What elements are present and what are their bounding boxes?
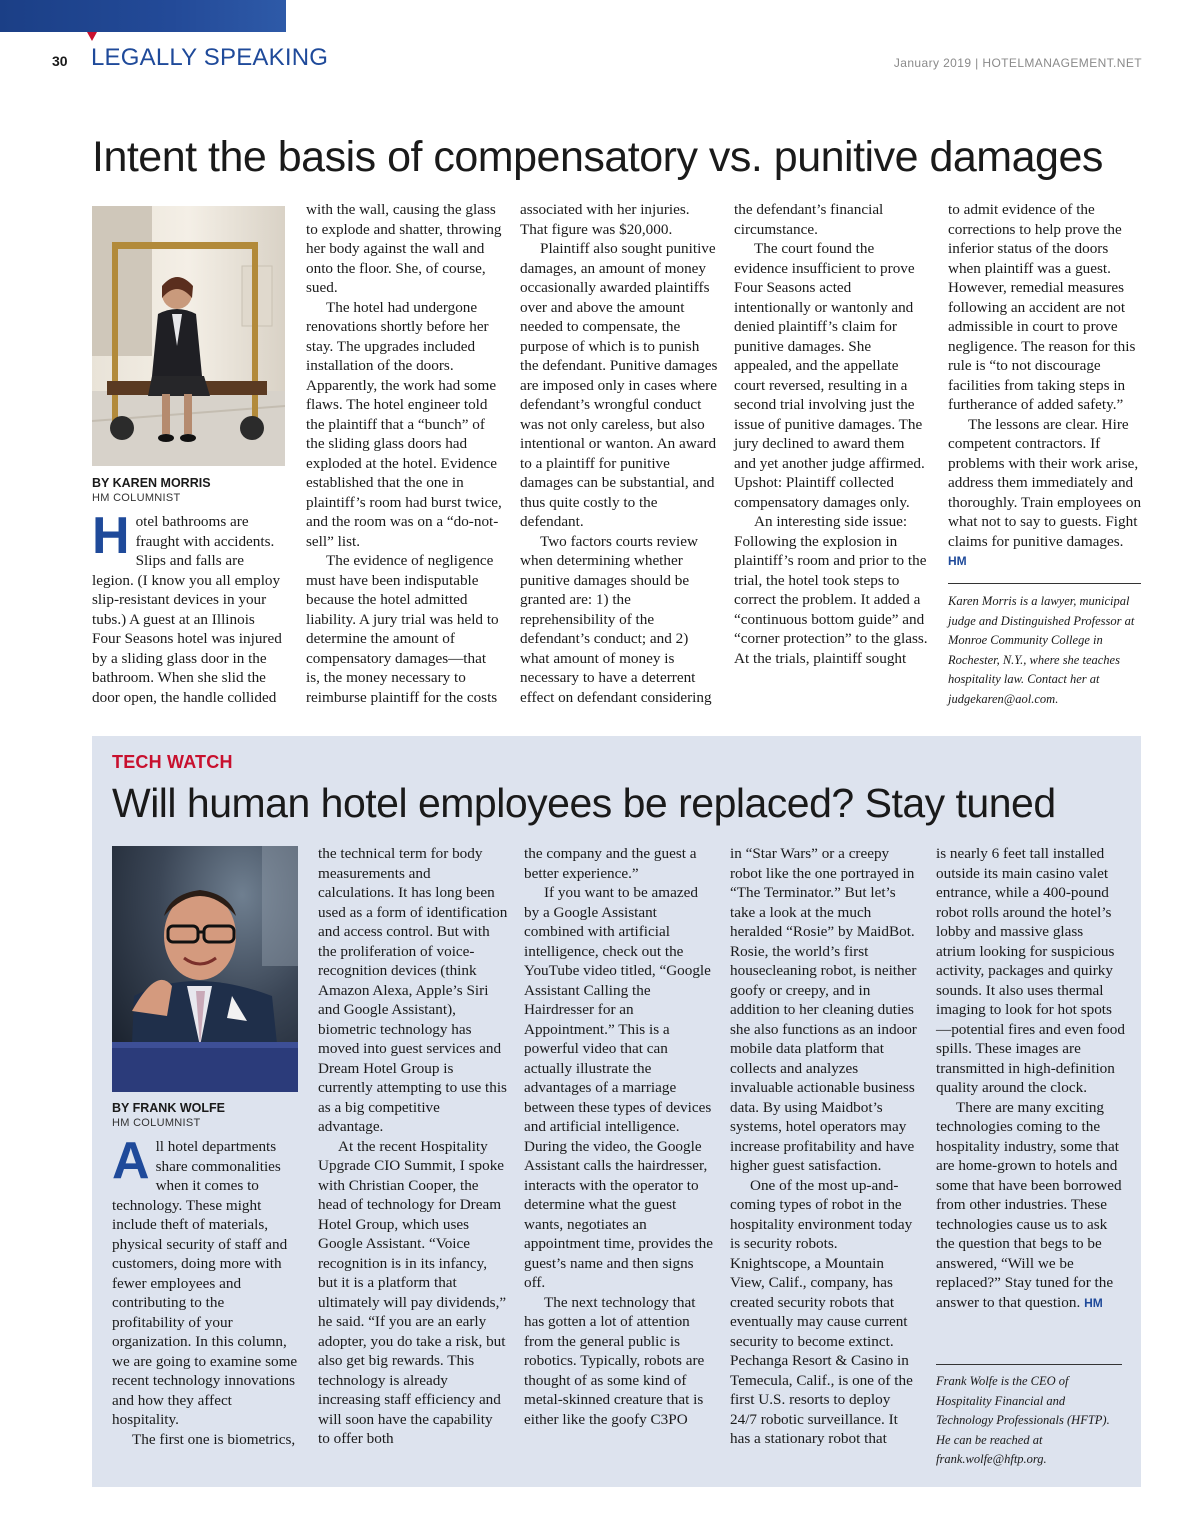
article2-paragraph: The first one is biometrics, — [132, 1430, 296, 1448]
issue-date-site: January 2019 | HOTELMANAGEMENT.NET — [893, 56, 1142, 70]
article1-paragraph: Plaintiff also sought punitive damages, an amount of money occasionally awarded plaintiffs over and above the amount needed to compensate, the purpose of which is to punish the defendant. Punitive damages are imposed only in cases where defendant’s wrongful conduct was not only careless, but also intentional or wanton. An award to a plaintiff for punitive damages can be substantial, and thus quite costly to the defendant. — [520, 240, 718, 530]
article2-paragraph: There are many exciting technologies coming to the hospitality industry, some that are home-grown to hotels and some that have been borrowed from other industries. These technologies cause us to ask the question that begs to be answered, “Will we be replaced?” Stay tuned for the answer to that question. — [936, 1098, 1122, 1311]
article2-dropcap: A — [112, 1132, 150, 1190]
section-title: LEGALLY SPEAKING — [91, 44, 329, 71]
article2-paragraph: in “Star Wars” or a creepy robot like the one portrayed in “The Terminator.” But let’s take a look at the much heralded “Rosie” by MaidBot. Rosie, the world’s first housecleaning robot, is neither goofy or creepy, and in addition to her cleaning duties she also functions as an indoor mobile data platform that collects and analyzes invaluable actionable business data. By using Maidbot’s systems, hotel operators may increase profitability and have higher guest satisfaction. — [730, 845, 917, 1174]
article2-column-4 — [730, 844, 920, 1449]
article1-paragraph: Two factors courts review when determining whether punitive damages should be granted are: 1) the reprehensibility of the defendant’s conduct; and 2) what amount of money is necessary to have a deterrent effect on defendant considering — [520, 532, 712, 706]
article1-headline: Intent the basis of compensatory vs. punitive damages — [92, 133, 1103, 181]
karen-morris-photo — [92, 206, 285, 466]
article1-column-2 — [306, 200, 502, 707]
article1-dropcap: H — [92, 507, 130, 565]
article1-column-4 — [734, 200, 929, 668]
article2-paragraph: is nearly 6 feet tall installed outside its main casino valet entrance, while a 400-pound robot rolls around the hotel’s lobby and massive glass atrium looking for suspicious activity, packages and quirky sounds. It also uses thermal imaging to look for hot spots—potential fires and even food spills. These images are transmitted in high-definition quality around the clock. — [936, 845, 1125, 1096]
article1-column-5 — [948, 200, 1144, 572]
article2-author-role: HM COLUMNIST — [112, 1117, 201, 1129]
article2-headline: Will human hotel employees be replaced? Stay tuned — [112, 780, 1056, 826]
article1-bio-rule — [948, 583, 1141, 584]
header-color-bar — [0, 0, 286, 32]
header-red-notch — [87, 32, 97, 41]
article1-column-1 — [92, 507, 286, 707]
article2-end-mark: HM — [1084, 1295, 1103, 1310]
article1-paragraph: associated with her injuries. That figure was $20,000. — [520, 201, 690, 238]
article1-paragraph: The hotel had undergone renovations shortly before her stay. The upgrades included installation of the doors. Apparently, the work had some flaws. The hotel engineer told the plaintiff that a “bunch” of the sliding glass doors had exploded at the hotel. Evidence established that the one in plaintiff’s room had burst twice, and the room was on a “do-not-sell” list. — [306, 298, 502, 550]
tech-watch-label: TECH WATCH — [112, 752, 233, 772]
article2-author-bio: Frank Wolfe is the CEO of Hospitality Financial and Technology Professionals (HFTP). He can be reached at frank.wolfe@hftp.org. — [936, 1374, 1110, 1466]
article1-author-bio: Karen Morris is a lawyer, municipal judge and Distinguished Professor at Monroe Community College in Rochester, N.Y., where she teaches hospitality law. Contact her at judgekaren@aol.com. — [948, 594, 1135, 706]
article1-paragraph: The evidence of negligence must have been indisputable because the hotel admitted liability. A jury trial was held to determine the amount of compensatory damages—that is, the money necessary to reimburse plaintiff for the costs — [306, 552, 499, 706]
article1-byline: BY KAREN MORRIS — [92, 476, 211, 490]
article1-paragraph: The lessons are clear. Hire competent contractors. If problems with their work arise, address them immediately and thoroughly. Train employees on what not to say to guests. Fight claims for punitive damages. — [948, 415, 1142, 550]
article2-paragraph: At the recent Hospitality Upgrade CIO Summit, I spoke with Christian Cooper, the head of technology for Dream Hotel Group, which uses Google Assistant. “Voice recognition is in its infancy, but it is a platform that ultimately will pay dividends,” he said. “If you are an early adopter, you do take a risk, but also get big rewards. This technology is already increasing staff efficiency and will soon have the capability to offer both — [318, 1137, 507, 1447]
article2-column-3 — [524, 844, 714, 1429]
article1-paragraph: An interesting side issue: Following the explosion in plaintiff’s room and prior to the trial, the hotel took steps to correct the problem. It added a “continuous bottom guide” and “corner protection” to the glass. At the trials, plaintiff sought — [734, 513, 928, 667]
article2-byline: BY FRANK WOLFE — [112, 1101, 225, 1115]
article1-paragraph: otel bathrooms are fraught with accidents. Slips and falls are legion. (I know you all employ slip-resistant devices in your tubs.) A guest at an Illinois Four Seasons hotel was injured by a sliding glass door in the bathroom. When she slid the door open, the handle collided — [92, 513, 282, 706]
article1-paragraph: to admit evidence of the corrections to help prove the inferior status of the doors when plaintiff was a guest. However, remedial measures following an accident are not admissible in court to prove negligence. The reason for this rule is “to not discourage facilities from taking steps in furtherance of added safety.” — [948, 201, 1136, 413]
article2-paragraph: the company and the guest a better experience.” — [524, 845, 697, 882]
article2-bio-rule — [936, 1364, 1122, 1365]
article1-author-role: HM COLUMNIST — [92, 492, 181, 504]
article1-paragraph: The court found the evidence insufficient to prove Four Seasons acted intentionally or wantonly and denied plaintiff’s claim for punitive damages. She appealed, and the appellate court reversed, resulting in a second trial involving just the issue of punitive damages. The jury declined to award them and yet another judge affirmed. Upshot: Plaintiff collected compensatory damages only. — [734, 240, 925, 511]
frank-wolfe-photo — [112, 846, 298, 1092]
article1-paragraph: the defendant’s financial circumstance. — [734, 201, 884, 238]
page-number: 30 — [52, 53, 68, 69]
article2-column-5 — [936, 844, 1126, 1313]
article2-column-2 — [318, 844, 508, 1449]
article2-paragraph: If you want to be amazed by a Google Assistant combined with artificial intelligence, check out the YouTube video titled, “Google Assistant Calling the Hairdresser for an Appointment.” This is a powerful video that can actually illustrate the advantages of a marriage between these types of devices and artificial intelligence. During the video, the Google Assistant calls the hairdresser, interacts with the operator to determine what the guest wants, negotiates an appointment time, provides the guest’s name and then signs off. — [524, 884, 713, 1291]
article2-paragraph: ll hotel departments share commonalities when it comes to technology. These might include theft of materials, physical security of staff and customers, doing more with fewer employees and contributing to the profitability of your organization. In this column, we are going to examine some recent technology innovations and how they affect hospitality. — [112, 1138, 298, 1428]
article2-paragraph: the technical term for body measurements and calculations. It has long been used as a form of identification and access control. But with the proliferation of voice-recognition devices (think Amazon Alexa, Apple’s Siri and Google Assistant), biometric technology has moved into guest services and Dream Hotel Group is currently attempting to use this as a big competitive advantage. — [318, 845, 508, 1135]
article2-paragraph: The next technology that has gotten a lot of attention from the general public is robotics. Typically, robots are thought of as some kind of metal-skinned creature that is either like the goofy C3PO — [524, 1293, 705, 1428]
article1-column-3 — [520, 200, 718, 707]
article1-end-mark: HM — [948, 554, 967, 568]
article1-paragraph: with the wall, causing the glass to explode and shatter, throwing her body against the wall and onto the floor. She, of course, sued. — [306, 201, 502, 296]
article2-paragraph: One of the most up-and-coming types of robot in the hospitality environment today is security robots. Knightscope, a Mountain View, Calif., company, has created security robots that eventually may cause current security to become extinct. Pechanga Resort & Casino in Temecula, Calif., is one of the first U.S. resorts to deploy 24/7 robotic surveillance. It has a stationary robot that — [730, 1176, 913, 1447]
article2-column-1 — [112, 1132, 298, 1449]
